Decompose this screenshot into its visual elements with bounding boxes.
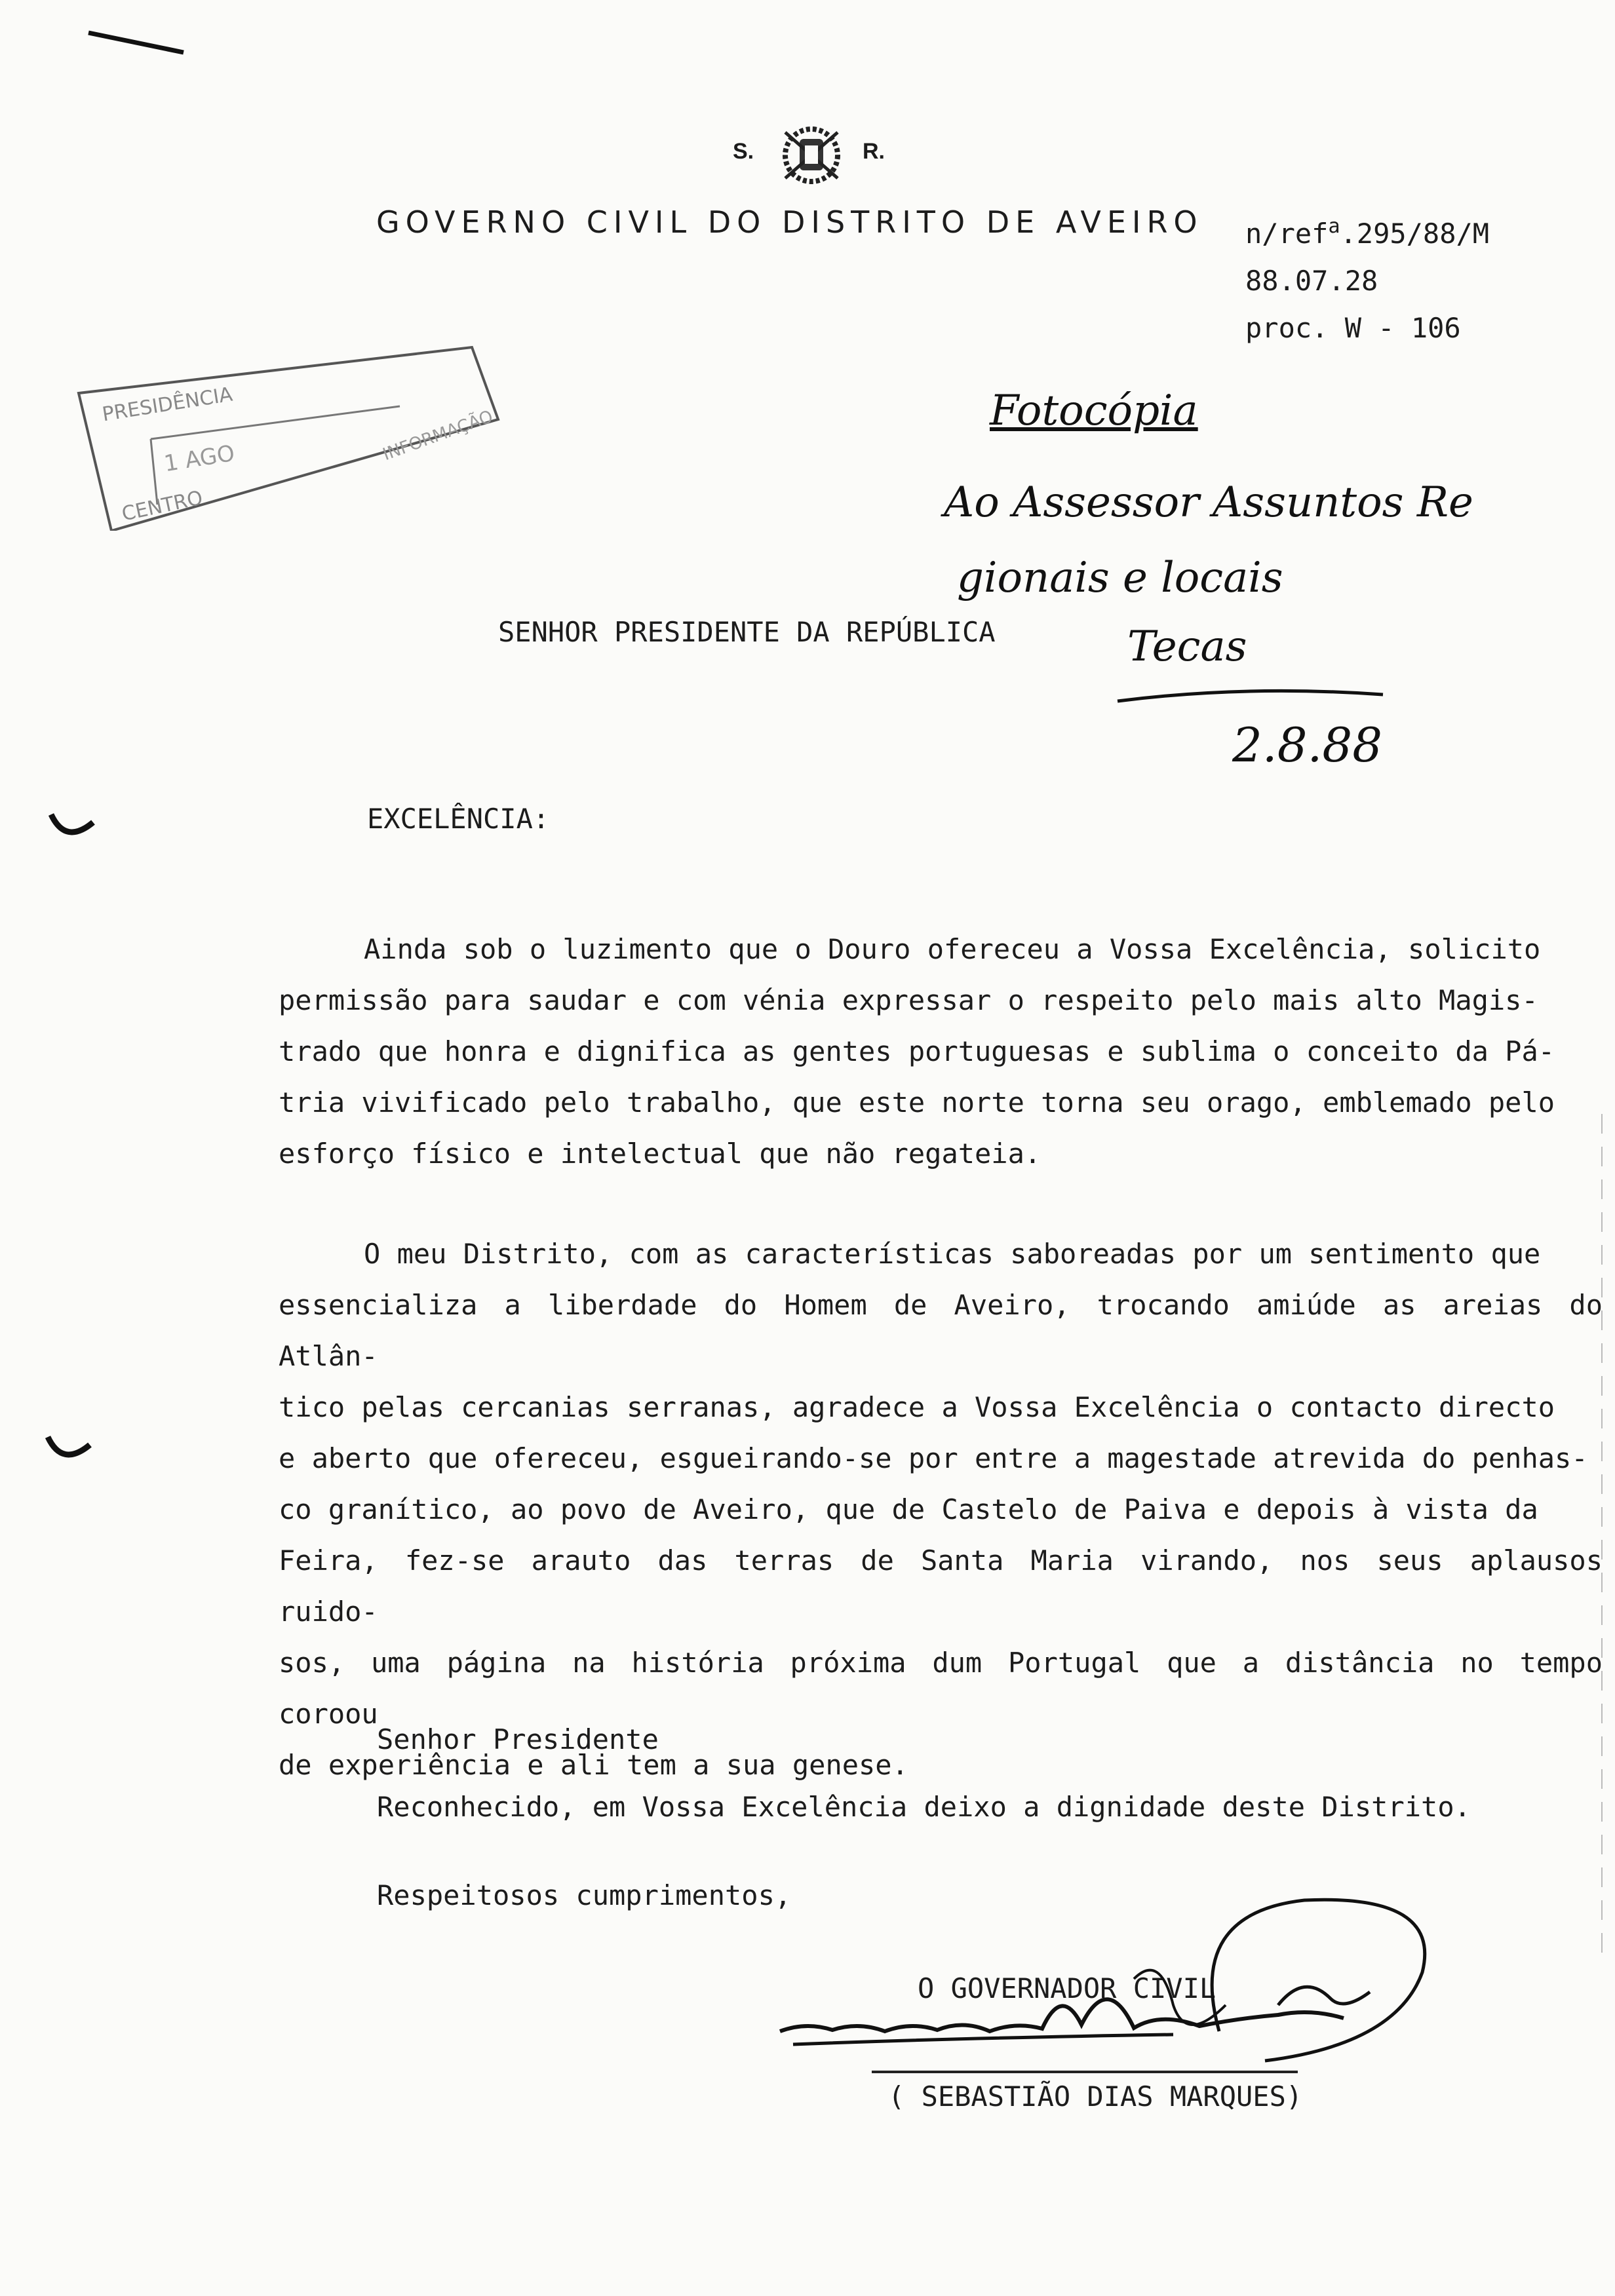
handwritten-note-line-3: gionais e locais	[957, 554, 1283, 602]
closing-address: Senhor Presidente	[377, 1723, 659, 1755]
received-stamp	[72, 334, 518, 531]
paragraph-line: de experiência e ali tem a sua genese.	[279, 1749, 908, 1781]
right-edge-line	[1599, 1114, 1606, 1966]
stamp-line-3: CENTRO	[119, 486, 205, 526]
letterhead-title: GOVERNO CIVIL DO DISTRITO DE AVEIRO	[376, 204, 1203, 240]
stamp-line-4: INFORMAÇÃO	[380, 406, 496, 465]
paragraph-line: esforço físico e intelectual que não regateia.	[279, 1138, 1041, 1170]
paragraph-line: Feira, fez-se arauto das terras de Santa Maria virando, nos seus aplausos ruido-	[279, 1544, 1603, 1628]
paragraph-line: O meu Distrito, com as características saboreadas por um sentimento que	[364, 1238, 1541, 1270]
republic-crest	[733, 119, 890, 191]
handwritten-note-line-2: Ao Assessor Assuntos Re	[944, 478, 1473, 527]
addressee: SENHOR PRESIDENTE DA REPÚBLICA	[498, 616, 996, 648]
paragraph-line: sos, uma página na história próxima dum Portugal que a distância no tempo coroou	[279, 1647, 1603, 1730]
paragraph-line: permissão para saudar e com vénia expressar o respeito pelo mais alto Magis-	[279, 984, 1538, 1016]
closing-sentence: Reconhecido, em Vossa Excelência deixo a dignidade deste Distrito.	[377, 1791, 1471, 1823]
paragraph-1	[279, 924, 1603, 1179]
reference-number: n/ref$^a$.295/88/M	[1245, 215, 1490, 250]
handwritten-note-line-1: Fotocópia	[990, 387, 1198, 435]
reference-block	[1245, 203, 1489, 352]
signatory-title: O GOVERNADOR CIVIL	[918, 1972, 1216, 2004]
signature-line	[872, 2071, 1298, 2073]
crest-right-initial: R.	[863, 139, 885, 164]
salutation: EXCELÊNCIA:	[367, 803, 550, 835]
signatory-name: ( SEBASTIÃO DIAS MARQUES)	[888, 2080, 1303, 2113]
paragraph-2	[279, 1229, 1603, 1791]
reference-process: proc. W - 106	[1245, 312, 1461, 344]
handwritten-initials: Tecas	[1127, 622, 1247, 671]
stamp-line-2: 1 AGO	[162, 440, 237, 478]
paragraph-line: e aberto que ofereceu, esgueirando-se por entre a magestade atrevida do penhas-	[279, 1442, 1588, 1474]
paragraph-line: essencializa a liberdade do Homem de Aveiro, trocando amiúde as areias do Atlân-	[279, 1289, 1603, 1372]
stamp-line-1: PRESIDÊNCIA	[100, 383, 235, 427]
paragraph-line: trado que honra e dignifica as gentes portuguesas e sublima o conceito da Pá-	[279, 1035, 1555, 1067]
punch-hole-mark-lower	[43, 1432, 95, 1471]
paragraph-line: tria vivificado pelo trabalho, que este norte torna seu orago, emblemado pelo	[279, 1086, 1555, 1119]
handwritten-date: 2.8.88	[1232, 718, 1383, 773]
scan-mark-top	[85, 26, 190, 59]
reference-date: 88.07.28	[1245, 265, 1378, 297]
paragraph-line: co granítico, ao povo de Aveiro, que de Castelo de Paiva e depois à vista da	[279, 1493, 1538, 1525]
punch-hole-mark-upper	[46, 809, 98, 849]
coat-of-arms-icon	[772, 119, 851, 191]
paragraph-line: tico pelas cercanias serranas, agradece a Vossa Excelência o contacto directo	[279, 1391, 1555, 1423]
initials-underline	[1114, 681, 1390, 708]
paragraph-line: Ainda sob o luzimento que o Douro ofereceu a Vossa Excelência, solicito	[364, 933, 1541, 965]
closing-regards: Respeitosos cumprimentos,	[377, 1879, 792, 1911]
signature-scribble	[767, 1874, 1501, 2084]
crest-left-initial: S.	[733, 139, 754, 164]
